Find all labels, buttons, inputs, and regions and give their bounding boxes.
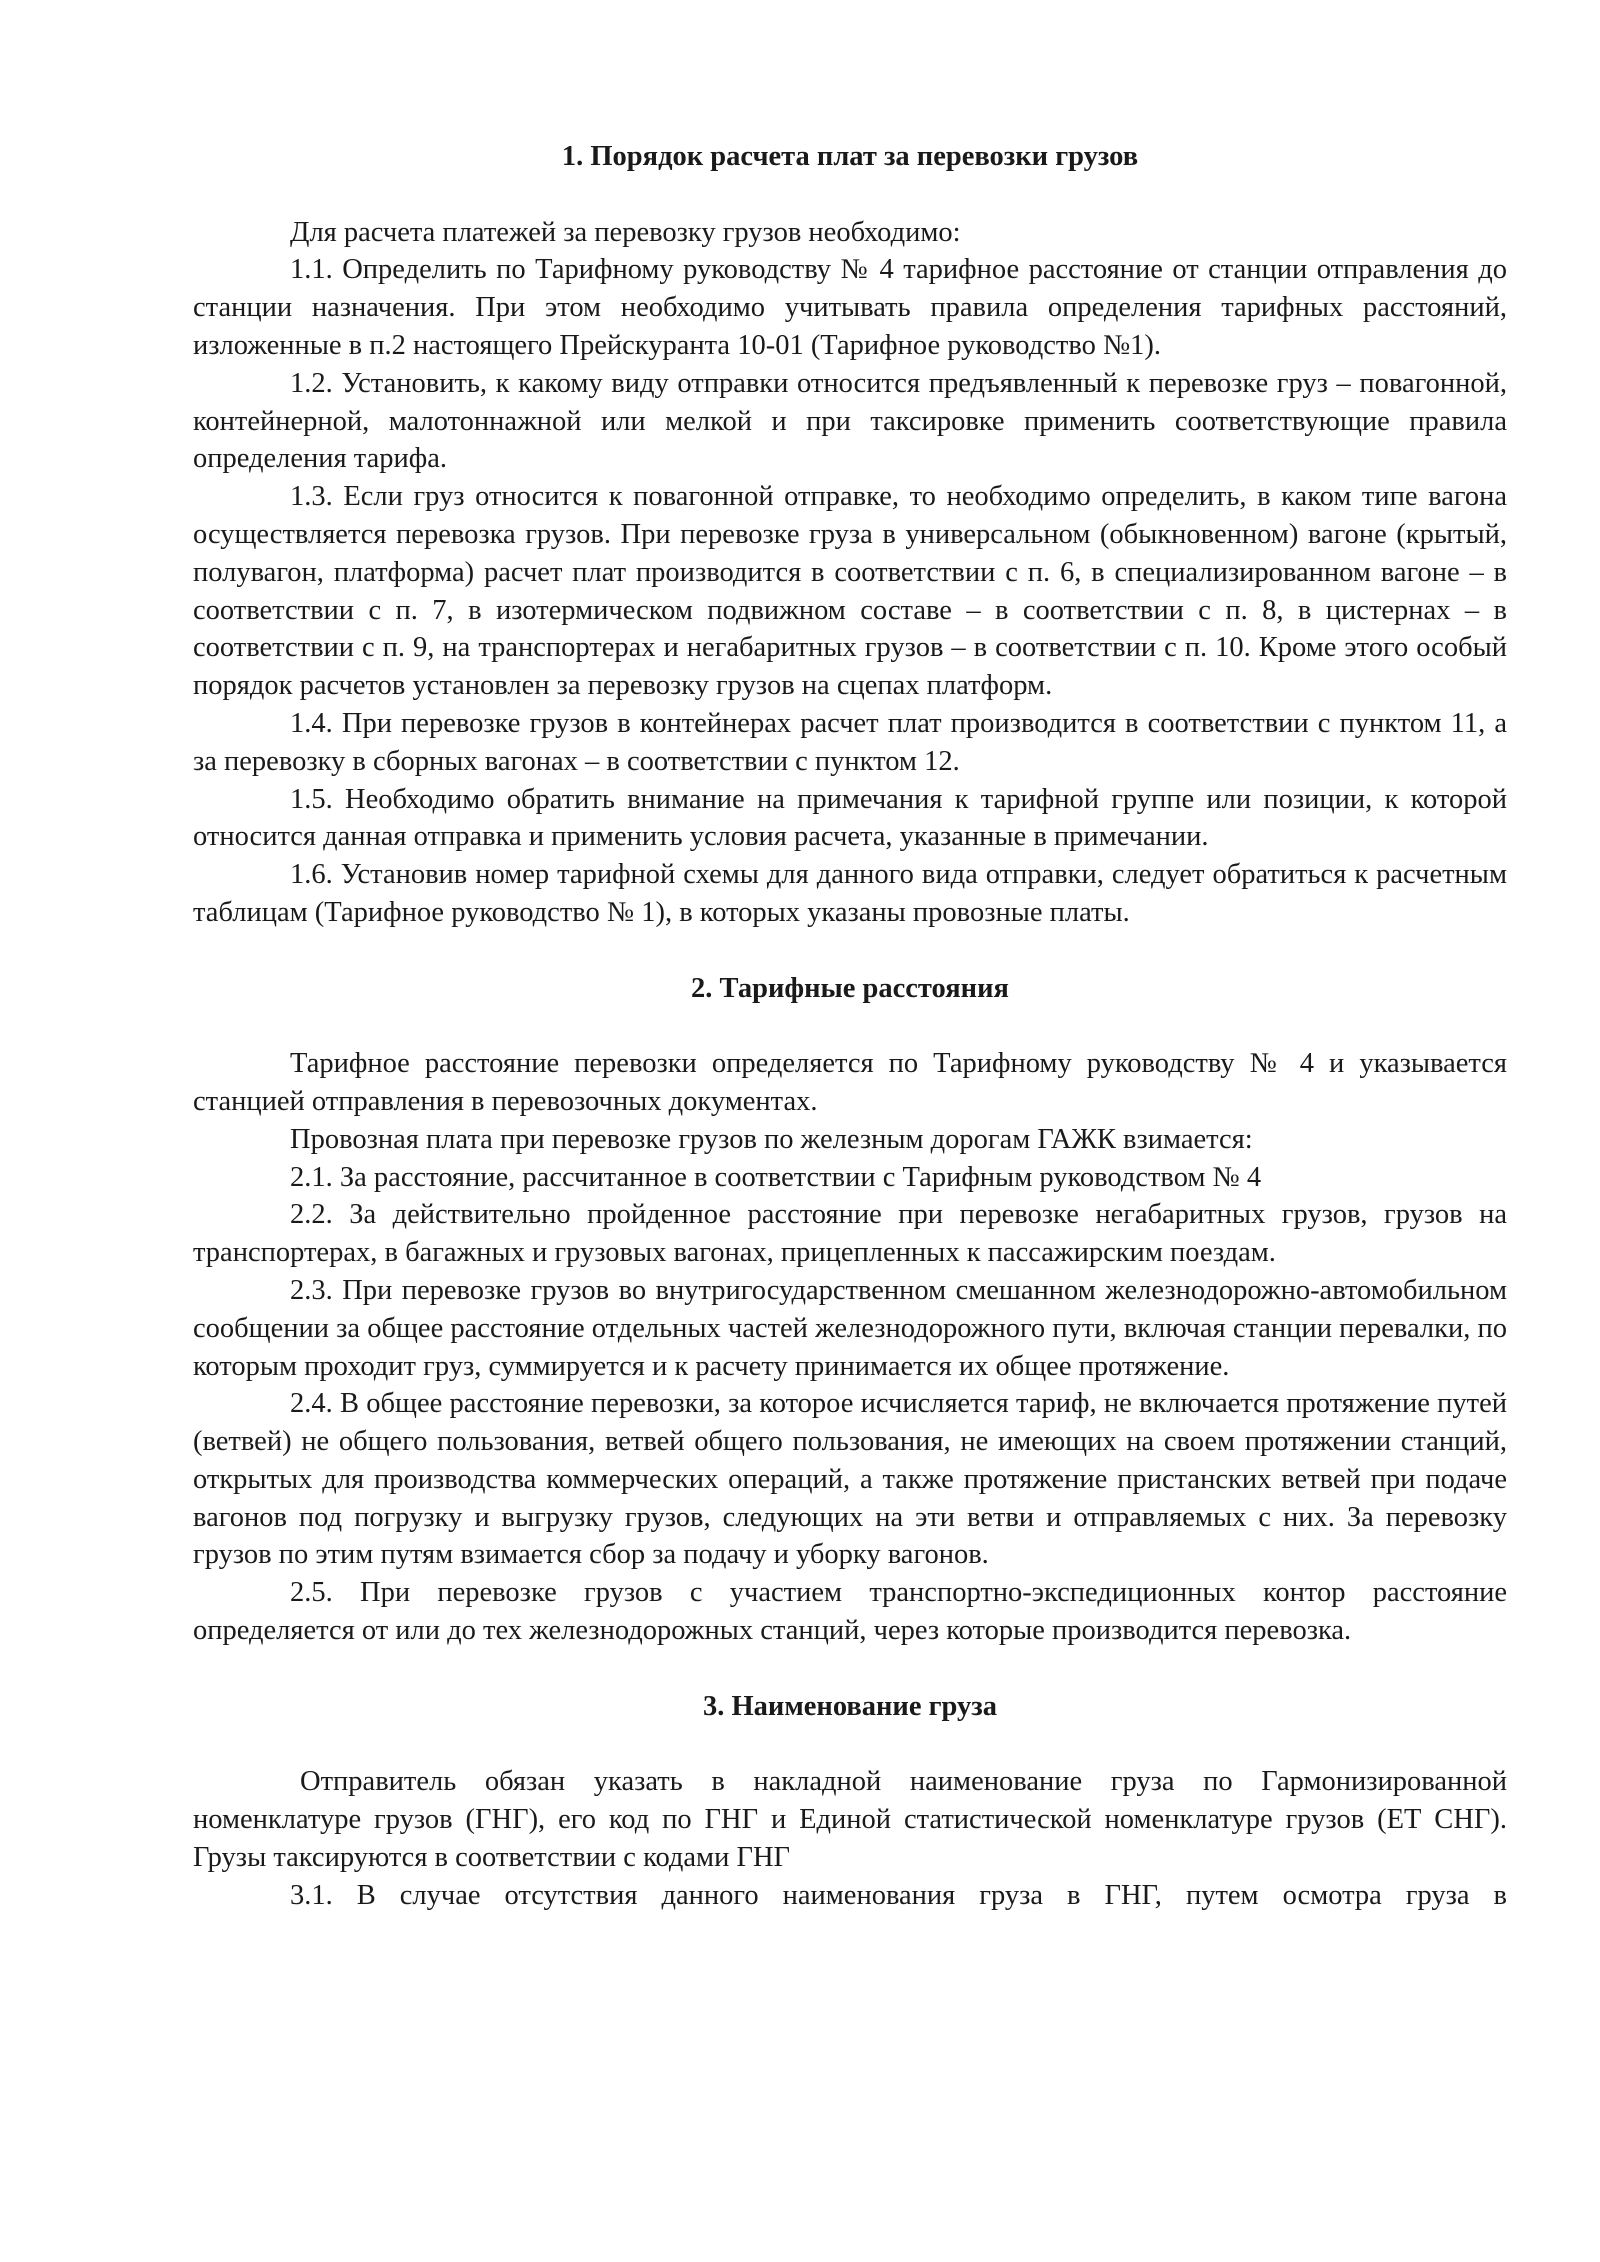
- section-2-heading: 2. Тарифные расстояния: [691, 972, 1009, 1004]
- section-2-paragraph: 2.5. При перевозке грузов с участием транспортно-экспедиционных контор расстояние определяется от или до тех железнодорожных станций, через которые производится перевозка.: [193, 1577, 1507, 1647]
- spacer: [193, 1725, 1507, 1763]
- section-1-paragraph: 1.2. Установить, к какому виду отправки относится предъявленный к перевозке груз – повагонной, контейнерной, малотоннажной или мелкой и при таксировке применить соответствующие правила определения тарифа.: [193, 367, 1507, 475]
- section-3-paragraph: 3.1. В случае отсутствия данного наименования груза в ГНГ, путем осмотра груза в: [290, 1879, 1507, 1911]
- section-2-paragraph: Тарифное расстояние перевозки определяется по Тарифному руководству № 4 и указывается станцией отправления в перевозочных документах.: [193, 1048, 1507, 1117]
- section-1-paragraph: 1.4. При перевозке грузов в контейнерах расчет плат производится в соответствии с пунктом 11, а за перевозку в сборных вагонах – в соответствии с пунктом 12.: [193, 707, 1507, 777]
- section-2-paragraph: 2.4. В общее расстояние перевозки, за которое исчисляется тариф, не включается протяжение путей (ветвей) не общего пользования, ветвей общего пользования, не имеющих на своем протяжении станций, открытых для производства коммерческих операций, а также протяжение пристанских ветвей при подаче вагонов под погрузку и выгрузку грузов, следующих на эти ветви и отправляемых с них. За перевозку грузов по этим путям взимается сбор за подачу и уборку вагонов.: [193, 1388, 1507, 1571]
- section-1-paragraph: 1.3. Если груз относится к повагонной отправке, то необходимо определить, в каком типе вагона осуществляется перевозка грузов. При перевозке груза в универсальном (обыкновенном) вагоне (крытый, полувагон, платформа) расчет плат производится в соответствии с п. 6, в специализированном вагоне – в соответствии с п. 7, в изотермическом подвижном составе – в соответствии с п. 8, в цистернах – в соответствии с п. 9, на транспортерах и негабаритных грузов – в соответствии с п. 10. Кроме этого особый порядок расчетов установлен за перевозку грузов на сцепах платформ.: [193, 481, 1507, 702]
- section-3-heading: 3. Наименование груза: [703, 1690, 997, 1722]
- section-1-paragraph: 1.5. Необходимо обратить внимание на примечания к тарифной группе или позиции, к которой относится данная отправка и применить условия расчета, указанные в примечании.: [193, 783, 1507, 853]
- section-1-paragraph: 1.1. Определить по Тарифному руководству № 4 тарифное расстояние от станции отправления до станции назначения. При этом необходимо учитывать правила определения тарифных расстояний, изложенные в п.2 настоящего Прейскуранта 10-01 (Тарифное руководство №1).: [193, 254, 1507, 361]
- spacer: [193, 176, 1507, 214]
- spacer: [193, 1650, 1507, 1688]
- document-body: [193, 138, 1507, 1914]
- spacer: [193, 1007, 1507, 1045]
- section-3-paragraph: Отправитель обязан указать в накладной наименование груза по Гармонизированной номенклатуре грузов (ГНГ), его код по ГНГ и Единой статистической номенклатуре грузов (ЕТ СНГ). Грузы таксируются в соответствии с кодами ГНГ: [193, 1766, 1507, 1873]
- section-2-paragraph: 2.2. За действительно пройденное расстояние при перевозке негабаритных грузов, грузов на транспортерах, в багажных и грузовых вагонах, прицепленных к пассажирским поездам.: [193, 1199, 1507, 1269]
- section-2-paragraph: Провозная плата при перевозке грузов по железным дорогам ГАЖК взимается:: [290, 1123, 1253, 1155]
- spacer: [193, 932, 1507, 970]
- section-1-paragraph: 1.6. Установив номер тарифной схемы для данного вида отправки, следует обратиться к расчетным таблицам (Тарифное руководство № 1), в которых указаны провозные платы.: [193, 859, 1507, 928]
- section-2-paragraph: 2.1. За расстояние, рассчитанное в соответствии с Тарифным руководством № 4: [290, 1161, 1262, 1193]
- section-1-paragraph: Для расчета платежей за перевозку грузов необходимо:: [290, 216, 961, 248]
- section-2-paragraph: 2.3. При перевозке грузов во внутригосударственном смешанном железнодорожно-автомобильном сообщении за общее расстояние отдельных частей железнодорожного пути, включая станции перевалки, по которым проходит груз, суммируется и к расчету принимается их общее протяжение.: [193, 1274, 1507, 1382]
- section-1-heading: 1. Порядок расчета плат за перевозки грузов: [561, 141, 1139, 172]
